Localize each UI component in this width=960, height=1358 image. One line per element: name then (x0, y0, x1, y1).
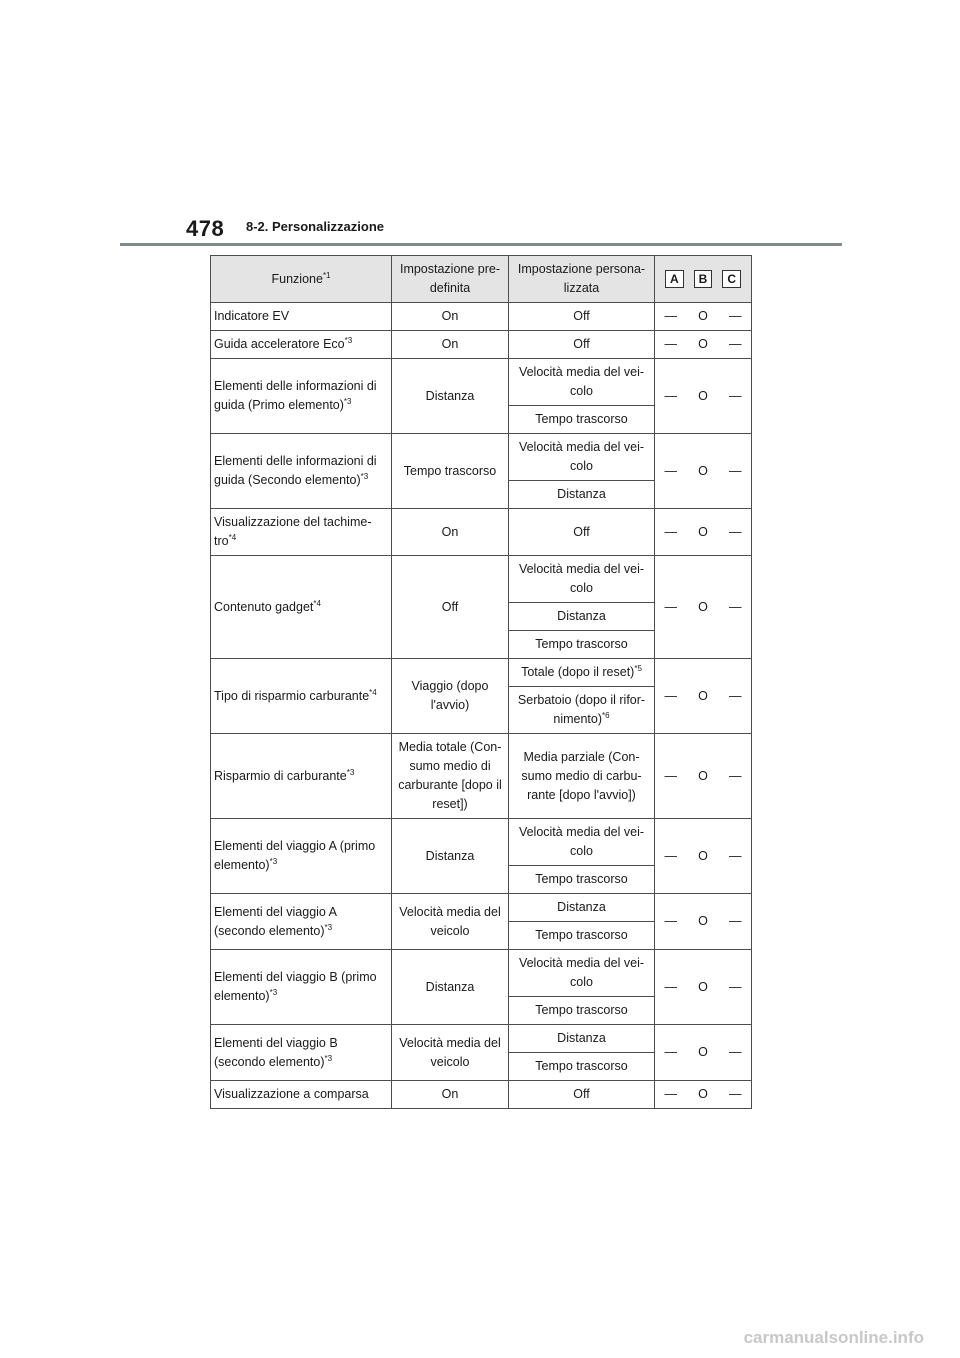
custom-cell: Off (509, 1081, 655, 1109)
function-cell: Elementi del viaggio A (primo elemento)$^{*3}$ (211, 819, 392, 894)
function-cell: Tipo di risparmio carburante$^{*4}$ (211, 659, 392, 734)
mark-c: — (720, 950, 752, 1025)
default-cell: Media totale (Con-sumo medio di carburante [dopo il reset]) (392, 734, 509, 819)
mark-b: O (687, 659, 720, 734)
function-cell: Elementi delle informazioni di guida (Secondo elemento)$^{*3}$ (211, 434, 392, 509)
mark-c: — (720, 819, 752, 894)
function-cell: Elementi delle informazioni di guida (Primo elemento)$^{*3}$ (211, 359, 392, 434)
default-cell: Distanza (392, 359, 509, 434)
mark-b: O (687, 509, 720, 556)
mark-c: — (720, 1025, 752, 1081)
custom-cell: Tempo trascorso (509, 997, 655, 1025)
custom-cell: Distanza (509, 481, 655, 509)
table-row (211, 950, 752, 997)
custom-cell: Totale (dopo il reset)$^{*5}$ (509, 659, 655, 687)
page-number: 478 (186, 216, 225, 241)
mark-b: O (687, 950, 720, 1025)
default-cell: Tempo trascorso (392, 434, 509, 509)
mark-c: — (720, 331, 752, 359)
default-cell: Distanza (392, 819, 509, 894)
mark-c: — (720, 434, 752, 509)
table-row (211, 819, 752, 866)
table-body (211, 303, 752, 1109)
column-a-box: A (665, 270, 684, 288)
mark-b: O (687, 303, 720, 331)
table-row (211, 1081, 752, 1109)
function-cell: Visualizzazione del tachime-tro$^{*4}$ (211, 509, 392, 556)
mark-a: — (655, 556, 687, 659)
column-c-box: C (722, 270, 741, 288)
default-cell: On (392, 331, 509, 359)
mark-c: — (720, 509, 752, 556)
custom-cell: Media parziale (Con-sumo medio di carbu-rante [dopo l'avvio]) (509, 734, 655, 819)
custom-cell: Velocità media del vei-colo (509, 819, 655, 866)
function-cell: Elementi del viaggio A (secondo elemento)$^{*3}$ (211, 894, 392, 950)
custom-cell: Tempo trascorso (509, 406, 655, 434)
default-cell: Velocità media del veicolo (392, 1025, 509, 1081)
custom-cell: Tempo trascorso (509, 1053, 655, 1081)
table-row (211, 556, 752, 603)
mark-a: — (655, 434, 687, 509)
mark-c: — (720, 556, 752, 659)
mark-a: — (655, 659, 687, 734)
custom-cell: Tempo trascorso (509, 866, 655, 894)
custom-cell: Serbatoio (dopo il rifor-nimento)$^{*6}$ (509, 687, 655, 734)
default-cell: Off (392, 556, 509, 659)
table-row (211, 1025, 752, 1053)
custom-cell: Tempo trascorso (509, 631, 655, 659)
mark-a: — (655, 1081, 687, 1109)
mark-a: — (655, 359, 687, 434)
custom-cell: Distanza (509, 1025, 655, 1053)
header-custom: Impostazione persona-lizzata (509, 256, 655, 303)
custom-cell: Off (509, 509, 655, 556)
section-title: 8-2. Personalizzazione (246, 219, 384, 234)
mark-c: — (720, 894, 752, 950)
mark-b: O (687, 331, 720, 359)
mark-b: O (687, 894, 720, 950)
mark-a: — (655, 950, 687, 1025)
mark-a: — (655, 734, 687, 819)
mark-c: — (720, 1081, 752, 1109)
table-row (211, 303, 752, 331)
function-cell: Visualizzazione a comparsa (211, 1081, 392, 1109)
header-abc (655, 256, 752, 303)
mark-a: — (655, 894, 687, 950)
function-cell: Elementi del viaggio B (secondo elemento)$^{*3}$ (211, 1025, 392, 1081)
default-cell: Viaggio (dopo l'avvio) (392, 659, 509, 734)
column-b-box: B (694, 270, 713, 288)
table-row (211, 331, 752, 359)
function-cell: Indicatore EV (211, 303, 392, 331)
mark-c: — (720, 303, 752, 331)
function-cell: Guida acceleratore Eco$^{*3}$ (211, 331, 392, 359)
function-cell: Risparmio di carburante$^{*3}$ (211, 734, 392, 819)
default-cell: Distanza (392, 950, 509, 1025)
custom-cell: Velocità media del vei-colo (509, 434, 655, 481)
mark-a: — (655, 1025, 687, 1081)
mark-c: — (720, 659, 752, 734)
custom-cell: Off (509, 303, 655, 331)
mark-a: — (655, 819, 687, 894)
default-cell: Velocità media del veicolo (392, 894, 509, 950)
header-function: Funzione$^{*1}$ (211, 256, 392, 303)
table-header-row (211, 256, 752, 303)
mark-c: — (720, 734, 752, 819)
mark-b: O (687, 734, 720, 819)
custom-cell: Velocità media del vei-colo (509, 950, 655, 997)
mark-a: — (655, 509, 687, 556)
table-row (211, 509, 752, 556)
mark-b: O (687, 1025, 720, 1081)
watermark: carmanualsonline.info (743, 1328, 924, 1347)
header-default: Impostazione pre-definita (392, 256, 509, 303)
custom-cell: Velocità media del vei-colo (509, 359, 655, 406)
table-row (211, 434, 752, 481)
function-cell: Contenuto gadget$^{*4}$ (211, 556, 392, 659)
custom-cell: Distanza (509, 894, 655, 922)
mark-a: — (655, 303, 687, 331)
header-rule (120, 243, 842, 246)
mark-b: O (687, 819, 720, 894)
default-cell: On (392, 1081, 509, 1109)
default-cell: On (392, 509, 509, 556)
custom-cell: Velocità media del vei-colo (509, 556, 655, 603)
settings-table (210, 255, 752, 1109)
mark-a: — (655, 331, 687, 359)
table-row (211, 659, 752, 687)
mark-b: O (687, 1081, 720, 1109)
default-cell: On (392, 303, 509, 331)
mark-b: O (687, 359, 720, 434)
table-row (211, 359, 752, 406)
mark-b: O (687, 434, 720, 509)
mark-c: — (720, 359, 752, 434)
custom-cell: Distanza (509, 603, 655, 631)
custom-cell: Tempo trascorso (509, 922, 655, 950)
mark-b: O (687, 556, 720, 659)
function-cell: Elementi del viaggio B (primo elemento)$^{*3}$ (211, 950, 392, 1025)
custom-cell: Off (509, 331, 655, 359)
table-row (211, 734, 752, 819)
table-row (211, 894, 752, 922)
